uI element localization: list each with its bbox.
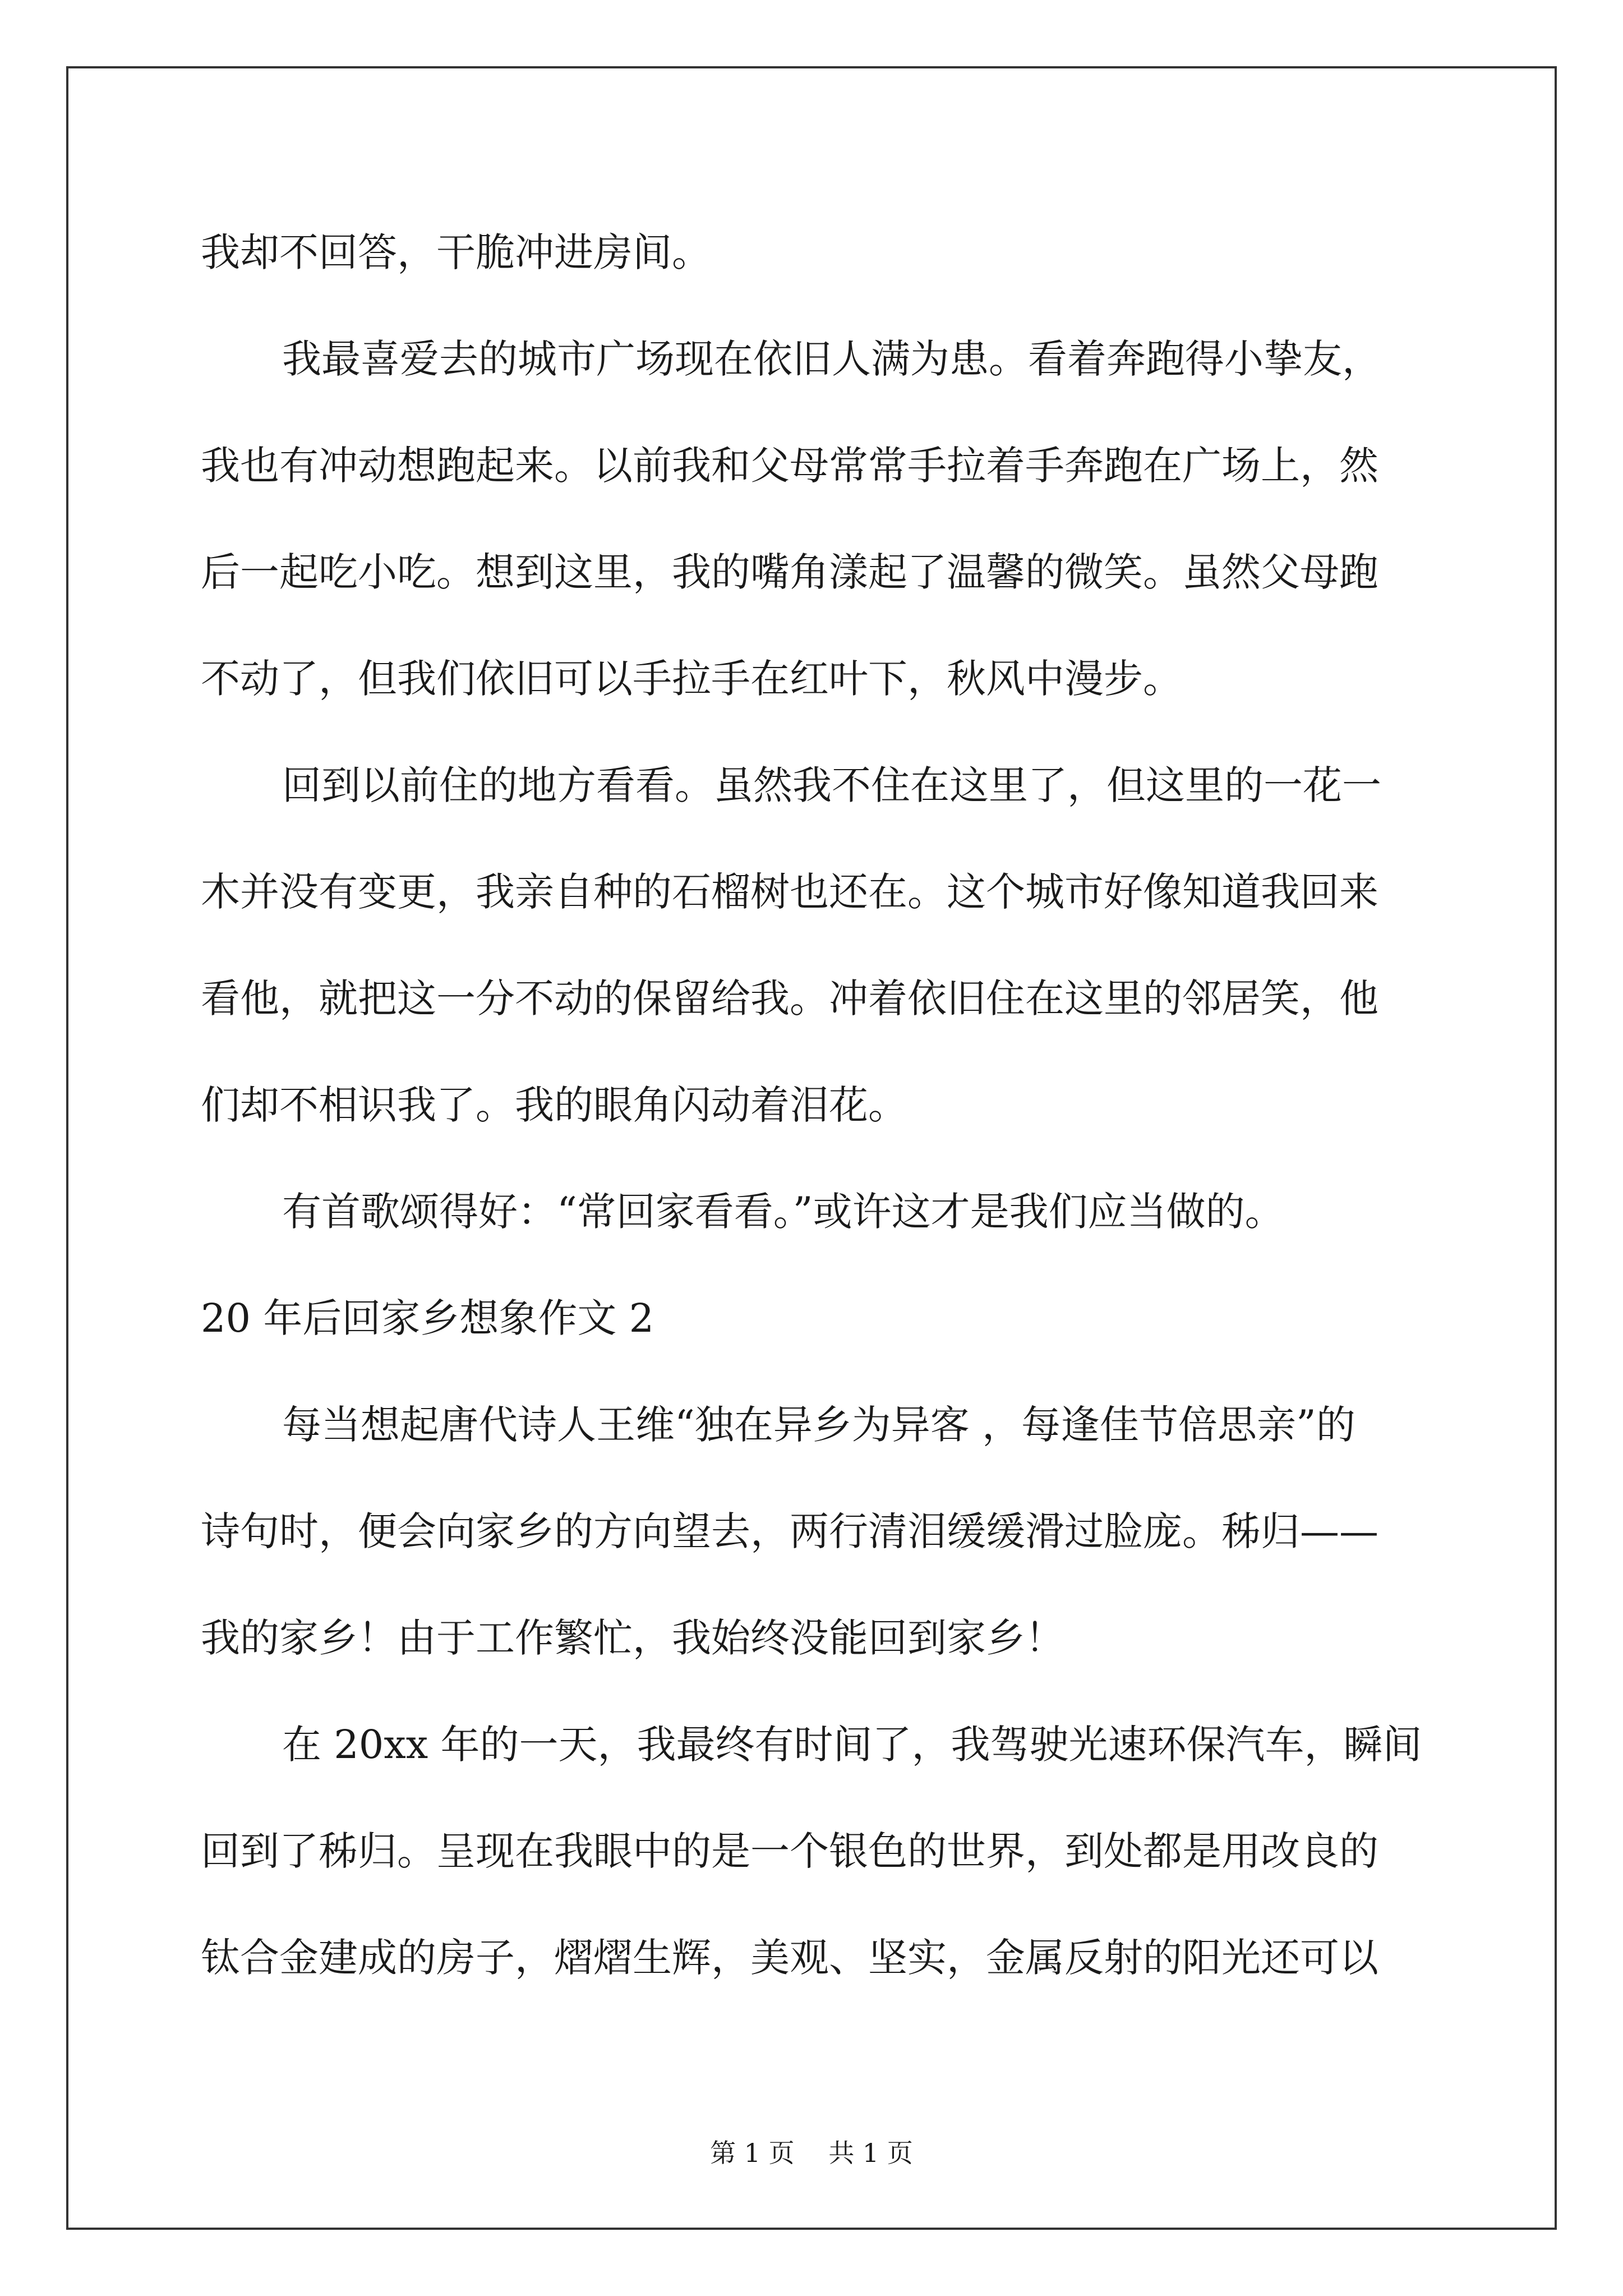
page-footer xyxy=(0,2133,1623,2170)
text-line-9: 们却不相识我了。我的眼角闪动着泪花。 xyxy=(201,1082,907,1128)
text-line-2: 我最喜爱去的城市广场现在依旧人满为患。看着奔跑得小挚友， xyxy=(282,336,1381,382)
text-line-4: 后一起吃小吃。想到这里，我的嘴角漾起了温馨的微笑。虽然父母跑 xyxy=(201,549,1378,595)
text-line-12: 每当想起唐代诗人王维“独在异乡为异客 ，每逢佳节倍思亲”的 xyxy=(282,1402,1355,1448)
text-line-5: 不动了，但我们依旧可以手拉手在红叶下，秋风中漫步。 xyxy=(201,656,1182,702)
page-number-current: 第 1 页 xyxy=(710,2138,795,2168)
text-line-17: 钛合金建成的房子，熠熠生辉，美观、坚实，金属反射的阳光还可以 xyxy=(201,1935,1378,1981)
text-line-1: 我却不回答，干脆冲进房间。 xyxy=(201,229,711,275)
text-line-7: 木并没有变更，我亲自种的石榴树也还在。这个城市好像知道我回来 xyxy=(201,869,1378,915)
text-line-15: 在 20xx 年的一天，我最终有时间了，我驾驶光速环保汽车，瞬间 xyxy=(282,1722,1422,1768)
text-line-13: 诗句时，便会向家乡的方向望去，两行清泪缓缓滑过脸庞。秭归—— xyxy=(201,1508,1378,1554)
section-heading: 20 年后回家乡想象作文 2 xyxy=(201,1295,654,1341)
text-line-3: 我也有冲动想跑起来。以前我和父母常常手拉着手奔跑在广场上，然 xyxy=(201,443,1378,489)
text-line-16: 回到了秭归。呈现在我眼中的是一个银色的世界，到处都是用改良的 xyxy=(201,1828,1378,1874)
text-line-10: 有首歌颂得好：“常回家看看。”或许这才是我们应当做的。 xyxy=(282,1189,1284,1235)
text-line-14: 我的家乡！由于工作繁忙，我始终没能回到家乡！ xyxy=(201,1615,1064,1661)
page-number-total: 共 1 页 xyxy=(828,2138,913,2168)
text-line-6: 回到以前住的地方看看。虽然我不住在这里了，但这里的一花一 xyxy=(282,762,1381,808)
text-line-8: 看他，就把这一分不动的保留给我。冲着依旧住在这里的邻居笑，他 xyxy=(201,976,1378,1022)
document-body xyxy=(201,199,1432,2011)
